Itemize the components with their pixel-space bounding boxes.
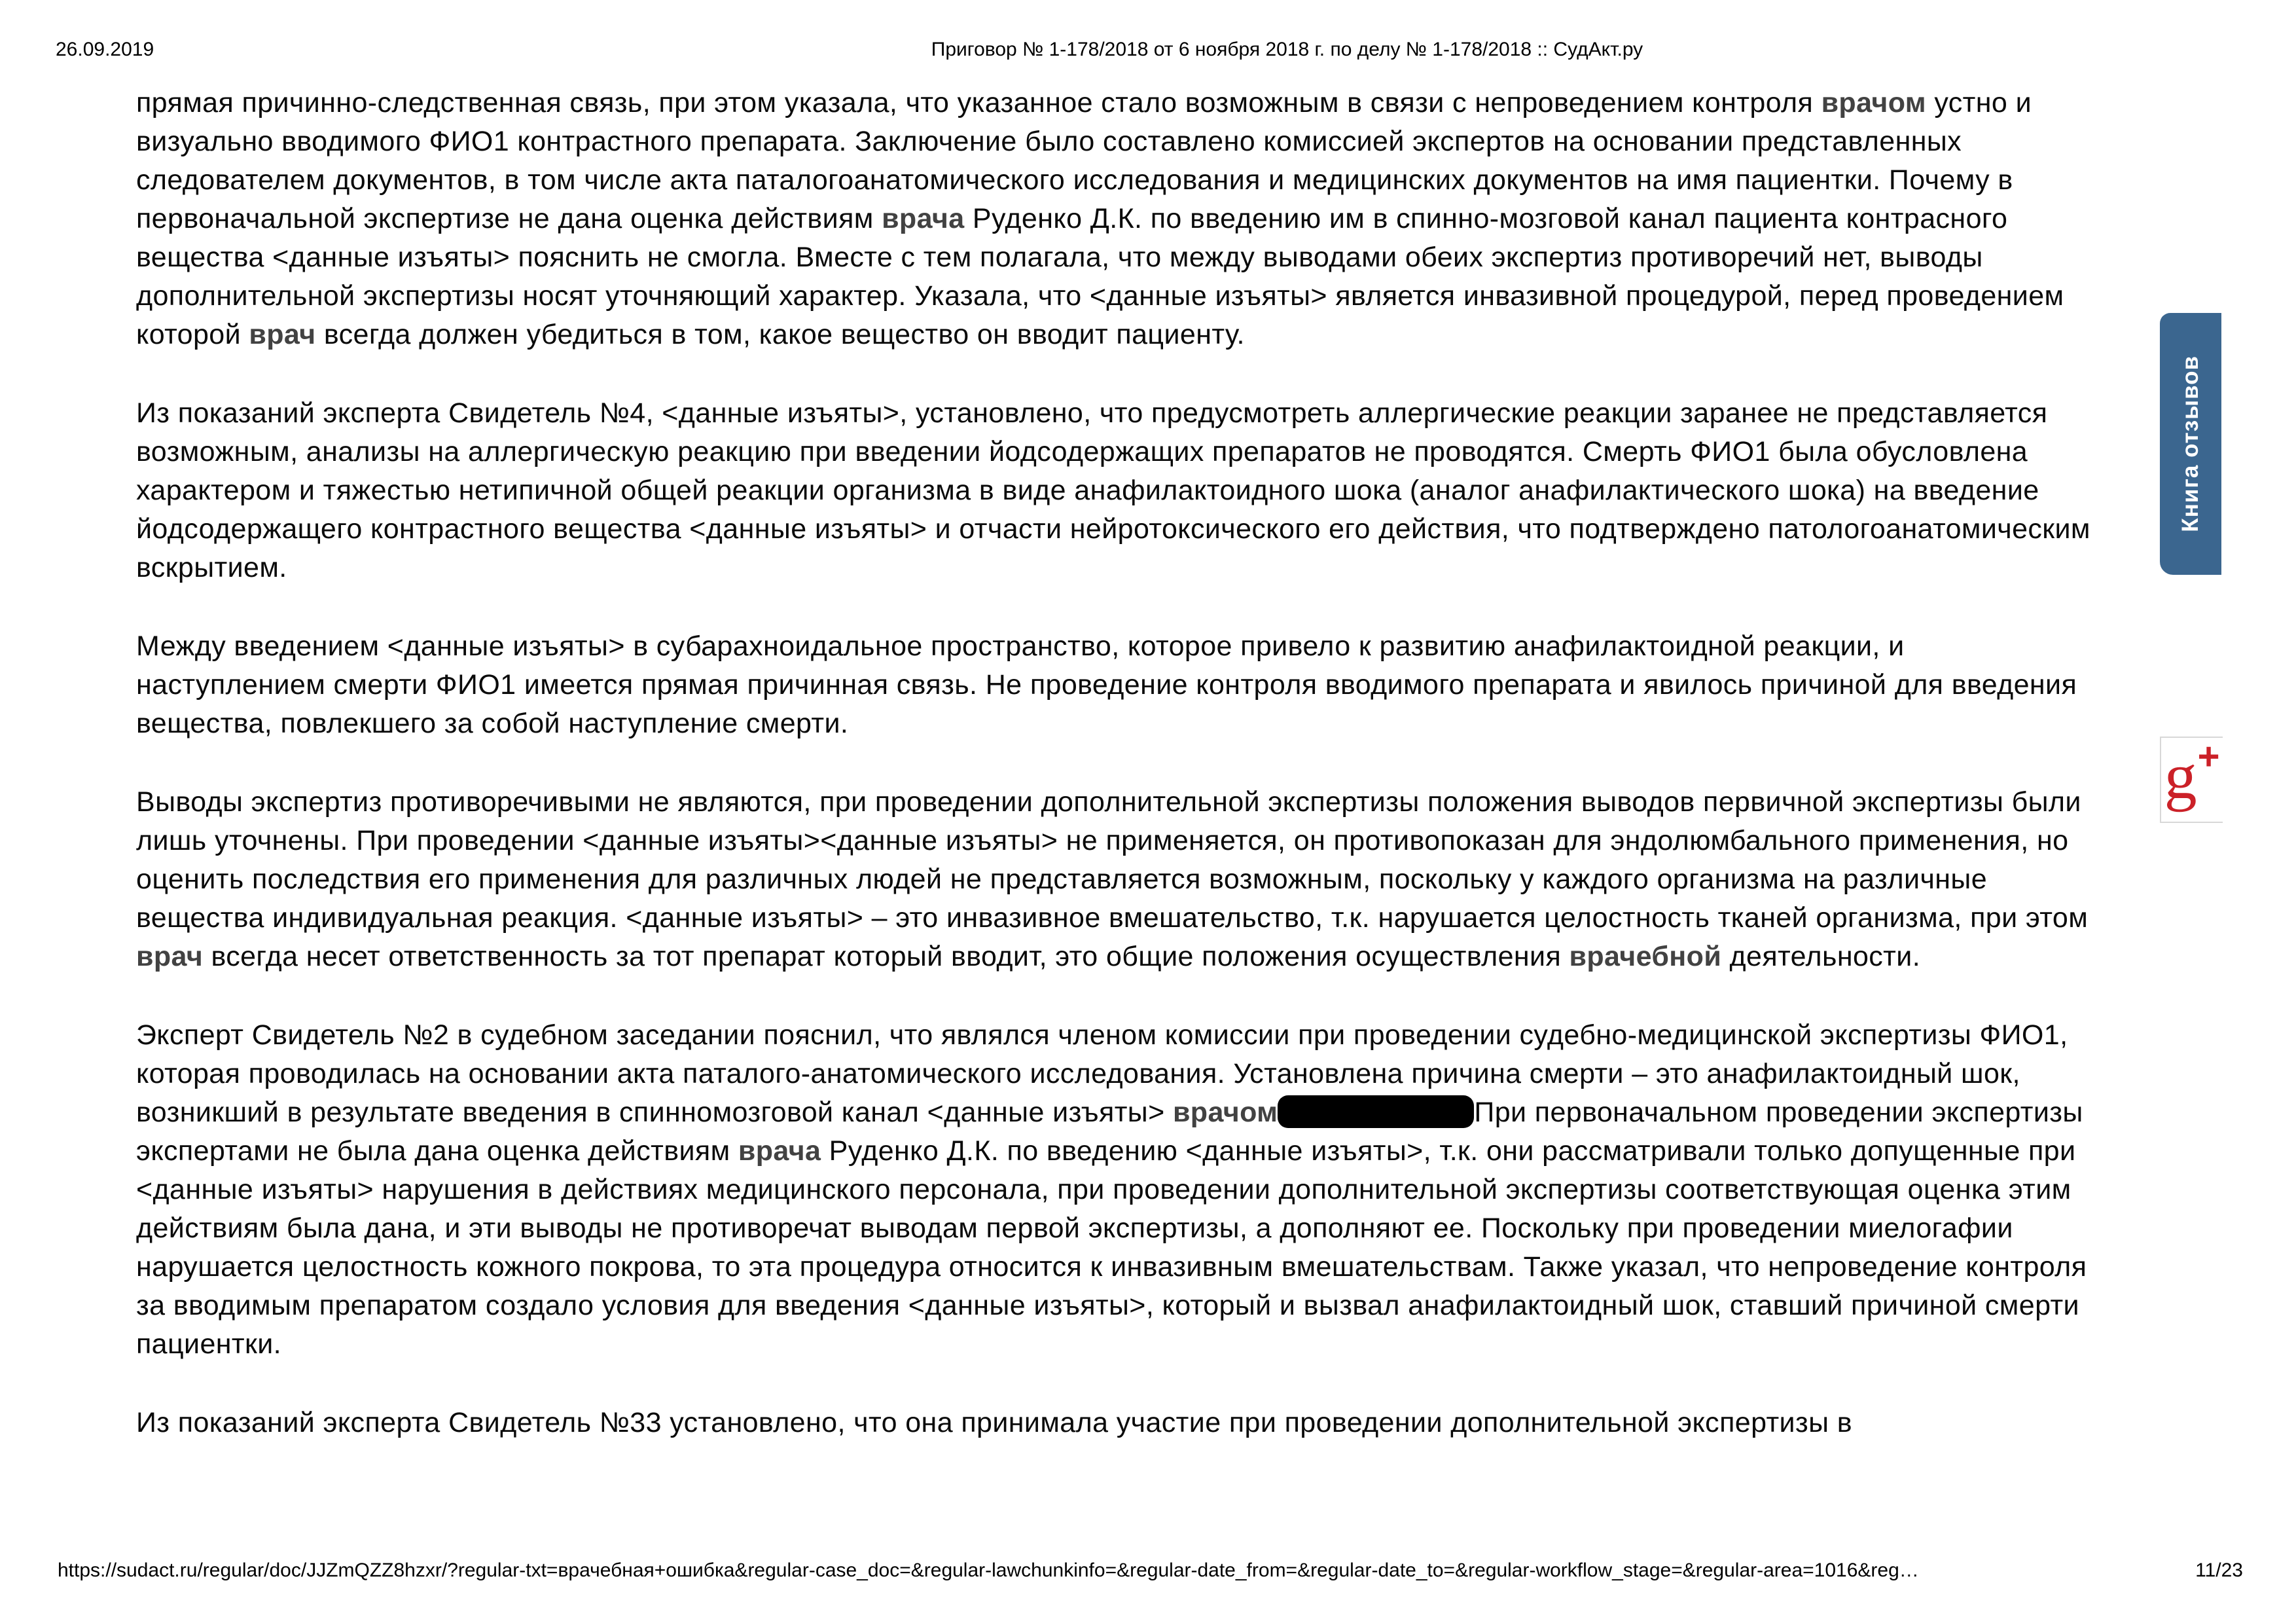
text-run: прямая причинно-следственная связь, при этом указала, что указанное стало возможным в связи с непроведением контроля — [136, 87, 1821, 119]
highlighted-term: врач — [249, 319, 316, 350]
paragraph — [136, 783, 2094, 976]
paragraph — [136, 1404, 2094, 1442]
paragraph — [136, 84, 2094, 354]
text-run: Из показаний эксперта Свидетель №4, <данные изъяты>, установлено, что предусмотреть аллергические реакции заранее не представляется возможным, анализы на аллергическую реакцию при введении йодсодержащих препаратов не проводятся. Смерть ФИО1 была обусловлена характером и тяжестью нетипичной общей реакции организма в виде анафилактоидного шока (аналог анафилактического шока) на введение йодсодержащего контрастного вещества <данные изъяты> и отчасти нейротоксического его действия, что подтверждено патологоанатомическим вскрытием. — [136, 397, 2090, 583]
redaction-box — [1278, 1095, 1474, 1128]
print-header — [56, 38, 2244, 62]
print-footer — [58, 1559, 2243, 1582]
text-run: При первоначальном проведении экспертизы экспертами не была дана оценка действиям — [136, 1097, 2083, 1167]
text-run: Из показаний эксперта Свидетель №33 установлено, что она принимала участие при проведении дополнительной экспертизы в — [136, 1407, 1852, 1438]
text-run: всегда должен убедиться в том, какое вещество он вводит пациенту. — [315, 319, 1245, 350]
paragraph — [136, 394, 2094, 587]
google-plus-g-glyph: g — [2164, 740, 2197, 812]
highlighted-term: врачебной — [1569, 941, 1722, 972]
print-title: Приговор № 1-178/2018 от 6 ноября 2018 г. по делу № 1-178/2018 :: СудАкт.ру — [931, 39, 1643, 60]
document-body — [136, 84, 2094, 1442]
text-run: Выводы экспертиз противоречивыми не являются, при проведении дополнительной экспертизы положения выводов первичной экспертизы были лишь уточнены. При проведении <данные изъяты><данные изъяты> не применяется, он противопоказан для эндолюмбального применения, но оценить последствия его применения для различных людей не представляется возможным, поскольку у каждого организма на различные вещества индивидуальная реакция. <данные изъяты> – это инвазивное вмешательство, т.к. нарушается целостность тканей организма, при этом — [136, 786, 2089, 934]
footer-url: https://sudact.ru/regular/doc/JJZmQZZ8hzxr/?regular-txt=врачебная+ошибка&regular-case_doc=&regular-lawchunkinfo=&regular-date_from=&regular-date_to=&regular-workflow_stage=&regular-area=1016&reg… — [58, 1559, 1919, 1581]
highlighted-term: врач — [136, 941, 204, 972]
page-indicator: 11/23 — [2195, 1559, 2243, 1581]
text-run: Эксперт Свидетель №2 в судебном заседании пояснил, что являлся членом комиссии при проведении судебно-медицинской экспертизы ФИО1, которая проводилась на основании акта паталого-анатомического исследования. Установлена причина смерти – это анафилактоидный шок, возникший в результате введения в спинномозговой канал <данные изъяты> — [136, 1019, 2068, 1128]
paragraph — [136, 1016, 2094, 1364]
highlighted-term: врачом — [1821, 87, 1927, 119]
google-plus-icon — [2164, 735, 2220, 815]
paragraph — [136, 627, 2094, 743]
feedback-tab-label: Книга отзывов — [2178, 356, 2203, 532]
google-plus-share-button[interactable] — [2160, 737, 2223, 823]
feedback-tab-button[interactable] — [2160, 313, 2221, 575]
highlighted-term: врача — [738, 1135, 821, 1167]
text-run: устно и визуально вводимого ФИО1 контрастного препарата. Заключение было составлено комиссией экспертов на основании представленных следователем документов, в том числе акта паталогоанатомического исследования и медицинских документов на имя пациентки. Почему в первоначальной экспертизе не дана оценка действиям — [136, 87, 2032, 234]
text-run: деятельности. — [1721, 941, 1921, 972]
highlighted-term: врачом — [1172, 1097, 1278, 1128]
highlighted-term: врача — [882, 203, 965, 234]
text-run: Руденко Д.К. по введению <данные изъяты>, т.к. они рассматривали только допущенные при <данные изъяты> нарушения в действиях медицинского персонала, при проведении дополнительной экспертизы соответствующая оценка этим действиям была дана, и эти выводы не противоречат выводам первой экспертизы, а дополняют ее. Поскольку при проведении миелогафии нарушается целостность кожного покрова, то эта процедура относится к инвазивным вмешательствам. Также указал, что непроведение контроля за вводимым препаратом создало условия для введения <данные изъяты>, который и вызвал анафилактоидный шок, ставший причиной смерти пациентки. — [136, 1135, 2087, 1360]
print-date: 26.09.2019 — [56, 39, 154, 60]
text-run: Между введением <данные изъяты> в субарахноидальное пространство, которое привело к развитию анафилактоидной реакции, и наступлением смерти ФИО1 имеется прямая причинная связь. Не проведение контроля вводимого препарата и явилось причиной для введения вещества, повлекшего за собой наступление смерти. — [136, 630, 2077, 739]
google-plus-plus-glyph: + — [2197, 735, 2220, 778]
text-run: Руденко Д.К. по введению им в спинно-мозговой канал пациента контрасного вещества <данные изъяты> пояснить не смогла. Вместе с тем полагала, что между выводами обеих экспертиз противоречий нет, выводы дополнительной экспертизы носят уточняющий характер. Указала, что <данные изъяты> является инвазивной процедурой, перед проведением которой — [136, 203, 2064, 350]
text-run: всегда несет ответственность за тот препарат который вводит, это общие положения осуществления — [203, 941, 1570, 972]
